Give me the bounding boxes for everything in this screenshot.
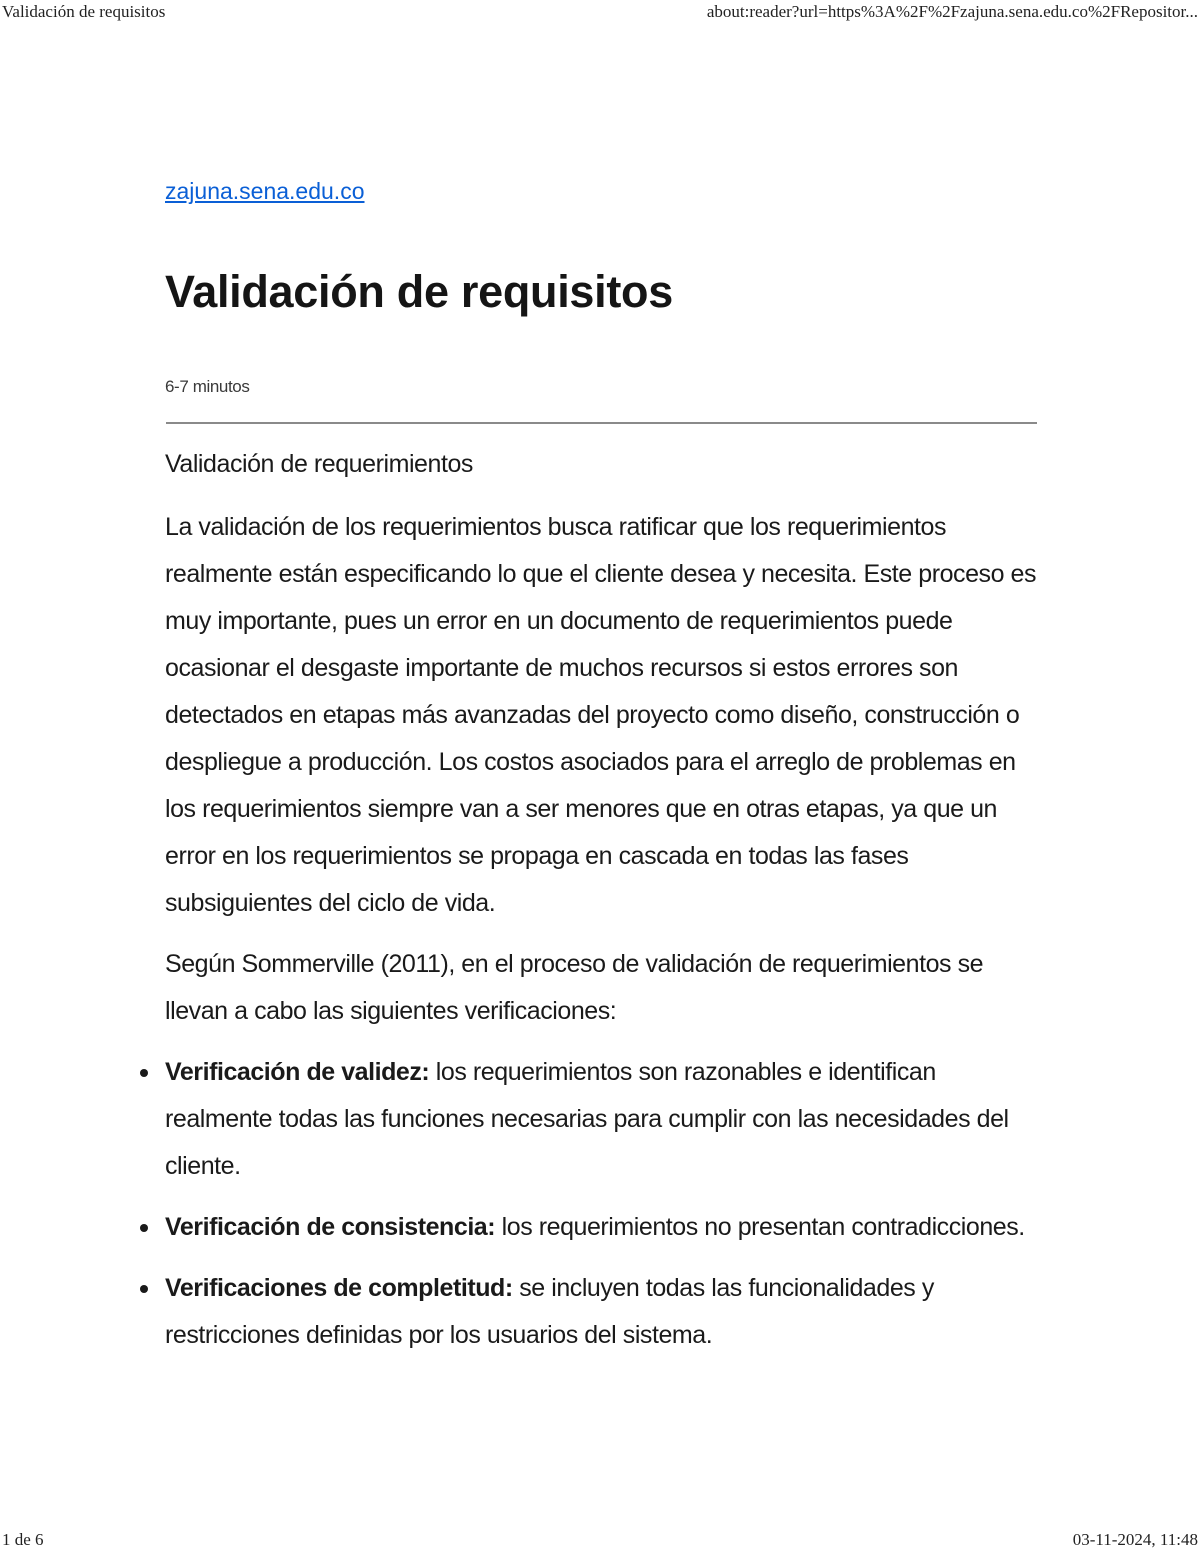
list-item-validez [165,1049,1037,1190]
paragraph-sommerville: Según Sommerville (2011), en el proceso de validación de requerimientos se llevan a cabo las siguientes verificaciones: [165,950,984,1025]
paragraph-intro: La validación de los requerimientos busca ratificar que los requerimientos realmente están especificando lo que el cliente desea y necesita. Este proceso es muy importante, pues un error en un documento de requerimientos puede ocasionar el desgaste importante de muchos recursos si estos errores son detectados en etapas más avanzadas del proyecto como diseño, construcción o despliegue a producción. Los costos asociados para el arreglo de problemas en los requerimientos siempre van a ser menores que en otras etapas, ya que un error en los requerimientos se propaga en cascada en todas las fases subsiguientes del ciclo de vida. [165,513,1037,917]
list-item-completitud [165,1265,1037,1359]
section-heading: Validación de requerimientos [165,450,473,478]
reading-time: 6-7 minutos [165,377,250,396]
header-divider [166,422,1037,424]
list-item-text: se incluyen todas las funcionalidades y restricciones definidas por los usuarios del sistema. [165,1274,934,1349]
list-item-text: los requerimientos son razonables e identifican realmente todas las funciones necesarias para cumplir con las necesidades del cliente. [165,1058,1009,1180]
article-body [165,446,1037,1359]
verification-list [165,1049,1037,1359]
print-header-url: about:reader?url=https%3A%2F%2Fzajuna.sena.edu.co%2FRepositor... [706,2,1198,21]
print-footer-page: 1 de 6 [2,1530,44,1549]
bullet-icon [140,1224,148,1232]
list-item-term: Verificaciones de completitud: [165,1274,513,1302]
print-footer-datetime: 03-11-2024, 11:48 [1072,1530,1198,1549]
print-header-title: Validación de requisitos [2,2,166,21]
bullet-icon [140,1069,148,1077]
list-item-term: Verificación de validez: [165,1058,430,1086]
article-domain-link[interactable]: zajuna.sena.edu.co [165,178,365,204]
bullet-icon [140,1285,148,1293]
list-item-consistencia [165,1204,1037,1251]
article-title: Validación de requisitos [165,266,673,317]
list-item-text: los requerimientos no presentan contradicciones. [495,1213,1025,1241]
reader-article [165,176,1037,1373]
list-item-term: Verificación de consistencia: [165,1213,496,1241]
